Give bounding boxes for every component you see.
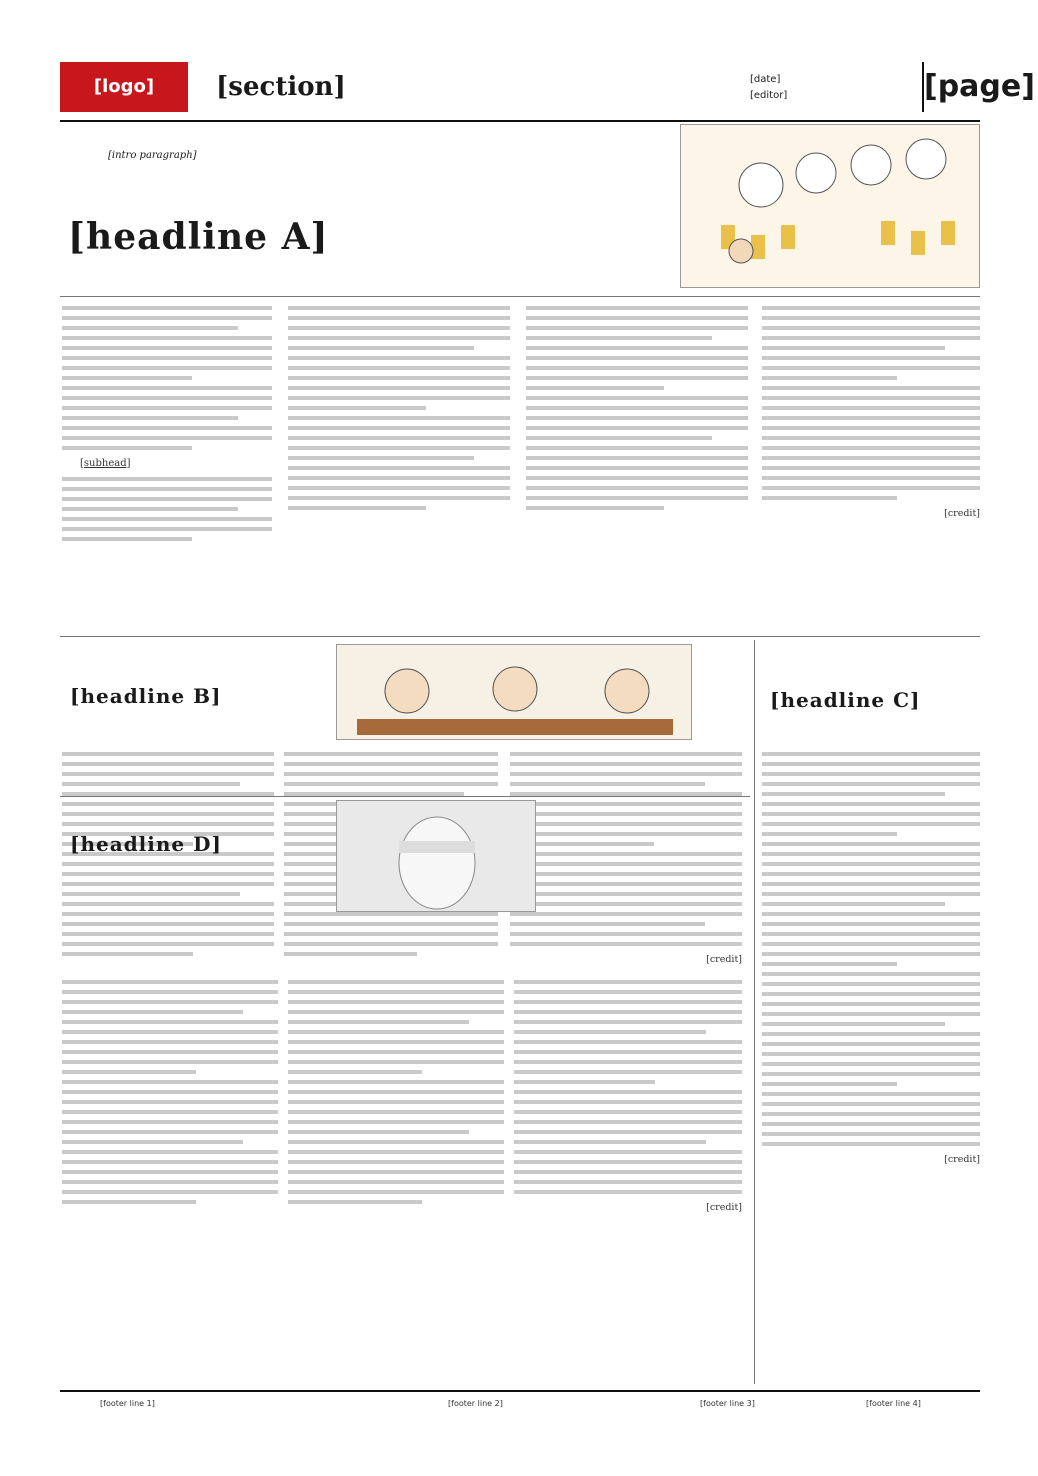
bandaged-face-drawing: [337, 801, 536, 912]
column-divider: [754, 640, 755, 1384]
school-column-3: [510, 746, 742, 968]
page-editor: [editor]: [750, 90, 788, 101]
lead-headline: [headline A]: [68, 216, 329, 258]
lead-credit: [credit]: [944, 508, 980, 519]
footer-rule: [60, 1390, 980, 1392]
teen-column-2: [288, 974, 504, 1210]
teen-column-1: [62, 974, 278, 1210]
teen-column-3: [514, 974, 742, 1216]
autumn-credit: [credit]: [944, 1154, 980, 1165]
issue-info: [750, 72, 787, 104]
school-credit: [credit]: [706, 954, 742, 965]
lead-subhead: [subhead]: [80, 457, 131, 469]
page-number: [page]: [922, 62, 980, 112]
teen-headline: [headline D]: [70, 832, 222, 856]
lead-column-1: [62, 300, 272, 547]
illustration-phone-calls: [680, 124, 980, 288]
issue-date: [date]: [750, 74, 781, 85]
masthead: [60, 62, 1035, 118]
newspaper-logo: [logo]: [60, 62, 188, 112]
footer-col-3: [footer line 3]: [700, 1399, 755, 1408]
school-headline: [headline B]: [70, 684, 222, 708]
section-rule-2: [60, 796, 750, 797]
section-rule-1: [60, 636, 980, 637]
teen-credit: [credit]: [706, 1202, 742, 1213]
footer: [60, 1394, 980, 1424]
footer-col-4: [footer line 4]: [866, 1399, 921, 1408]
lead-rule: [60, 296, 980, 297]
footer-col-2: [footer line 2]: [448, 1399, 503, 1408]
footer-col-1: [footer line 1]: [100, 1399, 155, 1408]
autumn-column: [762, 746, 980, 1168]
lead-column-3: [526, 300, 748, 516]
photo-bandaged-face: [336, 800, 536, 912]
students-drawing: [337, 645, 692, 740]
lead-column-2: [288, 300, 510, 516]
lead-column-4: [762, 300, 980, 522]
illustration-students: [336, 644, 692, 740]
autumn-headline: [headline C]: [770, 688, 921, 712]
phone-calls-drawing: [681, 125, 980, 288]
section-name: [section]: [216, 72, 346, 102]
lead-intro: [intro paragraph]: [108, 150, 197, 161]
masthead-rule: [60, 120, 980, 122]
